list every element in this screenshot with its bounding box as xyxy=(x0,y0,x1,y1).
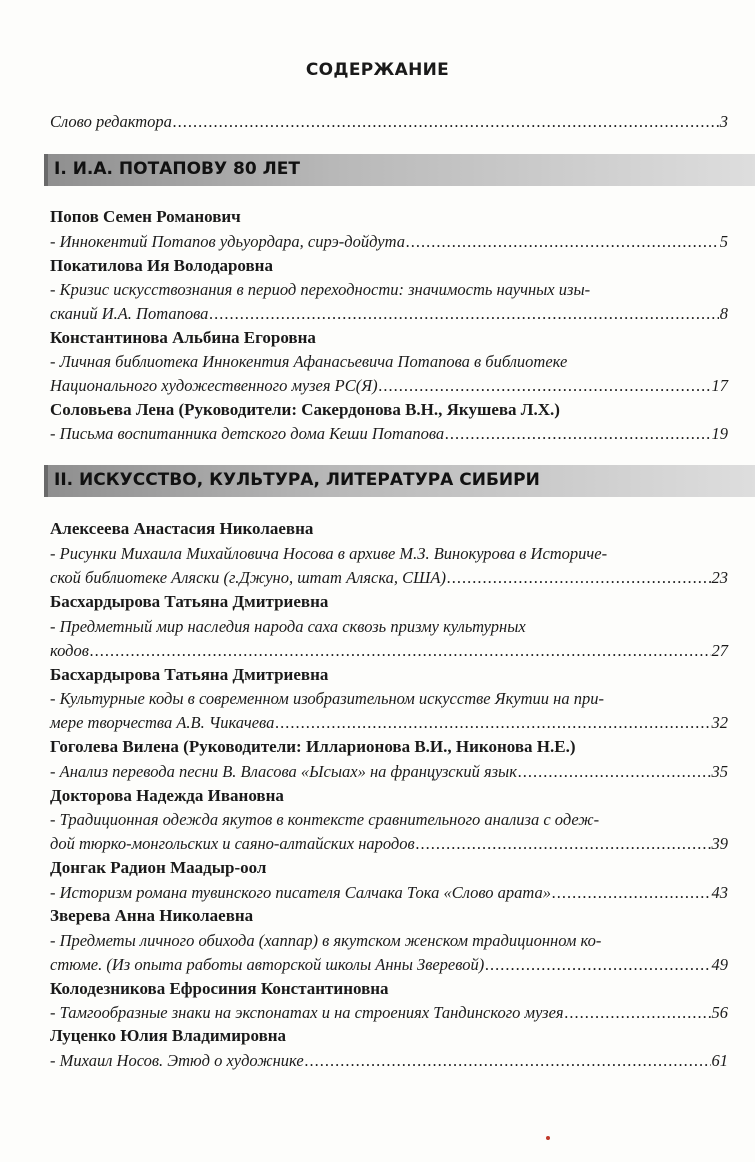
section-heading-2 xyxy=(44,465,755,497)
leader-dots xyxy=(552,881,710,905)
leader-dots xyxy=(485,953,710,977)
toc-page-number: 3 xyxy=(719,112,728,131)
toc-entry-line xyxy=(50,350,728,374)
leader-dots xyxy=(305,1049,711,1073)
section-heading-text: I. И.А. ПОТАПОВУ 80 ЛЕТ xyxy=(54,159,300,179)
toc-entry-text: - Личная библиотека Иннокентия Афанасьевича Потапова в библиотеке xyxy=(50,352,568,371)
toc-page-number: 8 xyxy=(719,304,728,323)
leader-dots xyxy=(90,639,711,663)
toc-author: Гоголева Вилена (Руководители: Илларионова В.И., Никонова Н.Е.) xyxy=(50,737,576,756)
toc-author: Попов Семен Романович xyxy=(50,207,241,226)
toc-entry[interactable] xyxy=(50,1001,728,1025)
leader-dots xyxy=(209,302,718,326)
leader-dots xyxy=(518,760,711,784)
toc-page-number: 32 xyxy=(711,713,728,732)
page-title: СОДЕРЖАНИЕ xyxy=(305,60,450,80)
toc-page-number: 17 xyxy=(711,376,728,395)
toc-author: Соловьева Лена (Руководители: Сакердонова В.Н., Якушева Л.Х.) xyxy=(50,400,560,419)
toc-author: Луценко Юлия Владимировна xyxy=(50,1026,287,1045)
leader-dots xyxy=(406,230,719,254)
toc-entry-text: кодов xyxy=(50,641,89,660)
toc-entry[interactable] xyxy=(50,832,728,856)
toc-entry[interactable] xyxy=(50,760,728,784)
toc-author: Колодезникова Ефросиния Константиновна xyxy=(50,979,389,998)
toc-page-number: 61 xyxy=(711,1051,728,1070)
toc-page-number: 23 xyxy=(711,568,728,587)
toc-page-number: 39 xyxy=(711,834,728,853)
toc-author: Докторова Надежда Ивановна xyxy=(50,786,284,805)
leader-dots xyxy=(445,422,710,446)
toc-entry-text: - Предметы личного обихода (хаппар) в якутском женском традиционном ко- xyxy=(50,931,602,950)
toc-entry[interactable] xyxy=(50,302,728,326)
section-heading-1 xyxy=(44,154,755,186)
toc-entry[interactable] xyxy=(50,881,728,905)
toc-page-number: 19 xyxy=(711,424,728,443)
toc-entry[interactable] xyxy=(50,639,728,663)
toc-entry[interactable] xyxy=(50,1049,728,1073)
toc-author: Константинова Альбина Егоровна xyxy=(50,328,316,347)
toc-entry[interactable] xyxy=(50,230,728,254)
toc-entry-text: дой тюрко-монгольских и саяно-алтайских народов xyxy=(50,834,415,853)
leader-dots xyxy=(565,1001,711,1025)
toc-entry-text: - Анализ перевода песни В. Власова «Ысыах» на французский язык xyxy=(50,762,517,781)
toc-page-number: 56 xyxy=(711,1003,728,1022)
toc-entry-intro[interactable] xyxy=(50,110,728,134)
toc-entry[interactable] xyxy=(50,711,728,735)
toc-author: Донгак Радион Маадыр-оол xyxy=(50,858,267,877)
leader-dots xyxy=(447,566,711,590)
toc-entry-line xyxy=(50,687,728,711)
toc-entry-text: - Рисунки Михаила Михайловича Носова в архиве М.З. Винокурова в Истoриче- xyxy=(50,544,608,563)
toc-entry-text: ской библиотеке Аляски (г.Джуно, штат Аляска, США) xyxy=(50,568,446,587)
toc-entry-line xyxy=(50,929,728,953)
toc-entry-text: Национального художественного музея РС(Я) xyxy=(50,376,378,395)
ink-speck xyxy=(546,1136,550,1140)
toc-author: Покатилова Ия Володаровна xyxy=(50,256,273,275)
toc-entry-text: - Культурные коды в современном изобразительном искусстве Якутии на при- xyxy=(50,689,604,708)
toc-entry-text: - Кризис искусствознания в период переходности: значимость научных изы- xyxy=(50,280,591,299)
toc-author: Зверева Анна Николаевна xyxy=(50,906,254,925)
toc-entry-text: - Письма воспитанника детского дома Кеши Потапова xyxy=(50,424,445,443)
leader-dots xyxy=(379,374,711,398)
toc-page-number: 5 xyxy=(719,232,728,251)
toc-entry[interactable] xyxy=(50,422,728,446)
toc-entry-text: - Михаил Носов. Этюд о художнике xyxy=(50,1051,304,1070)
toc-entry[interactable] xyxy=(50,566,728,590)
toc-entry-text: - Иннокентий Потапов удьуордара, сирэ-дойдута xyxy=(50,232,405,251)
toc-author: Басхардырова Татьяна Дмитриевна xyxy=(50,665,329,684)
toc-entry-line xyxy=(50,808,728,832)
toc-entry[interactable] xyxy=(50,374,728,398)
toc-entry-text: сканий И.А. Потапова xyxy=(50,304,209,323)
toc-entry-text: стюме. (Из опыта работы авторской школы Анны Зверевой) xyxy=(50,955,485,974)
leader-dots xyxy=(416,832,711,856)
toc-entry[interactable] xyxy=(50,953,728,977)
toc-entry-text: Слово редактора xyxy=(50,112,172,131)
toc-author: Алексеева Анастасия Николаевна xyxy=(50,519,314,538)
leader-dots xyxy=(173,110,719,134)
section-heading-text: II. ИСКУССТВО, КУЛЬТУРА, ЛИТЕРАТУРА СИБИРИ xyxy=(54,470,540,490)
toc-entry-text: - Историзм романа тувинского писателя Салчака Тока «Слово арата» xyxy=(50,883,552,902)
leader-dots xyxy=(275,711,710,735)
toc-entry-line xyxy=(50,615,728,639)
toc-page-number: 49 xyxy=(711,955,728,974)
toc-page-number: 35 xyxy=(711,762,728,781)
toc-entry-text: мере творчества А.В. Чикачева xyxy=(50,713,275,732)
toc-page-number: 43 xyxy=(711,883,728,902)
toc-entry-line xyxy=(50,278,728,302)
toc-entry-line xyxy=(50,542,728,566)
toc-entry-text: - Тамгообразные знаки на экспонатах и на строениях Тандинского музея xyxy=(50,1003,564,1022)
toc-entry-text: - Предметный мир наследия народа саха сквозь призму культурных xyxy=(50,617,526,636)
toc-entry-text: - Традиционная одежда якутов в контексте сравнительного анализа с одеж- xyxy=(50,810,600,829)
toc-page-number: 27 xyxy=(711,641,728,660)
toc-author: Басхардырова Татьяна Дмитриевна xyxy=(50,592,329,611)
